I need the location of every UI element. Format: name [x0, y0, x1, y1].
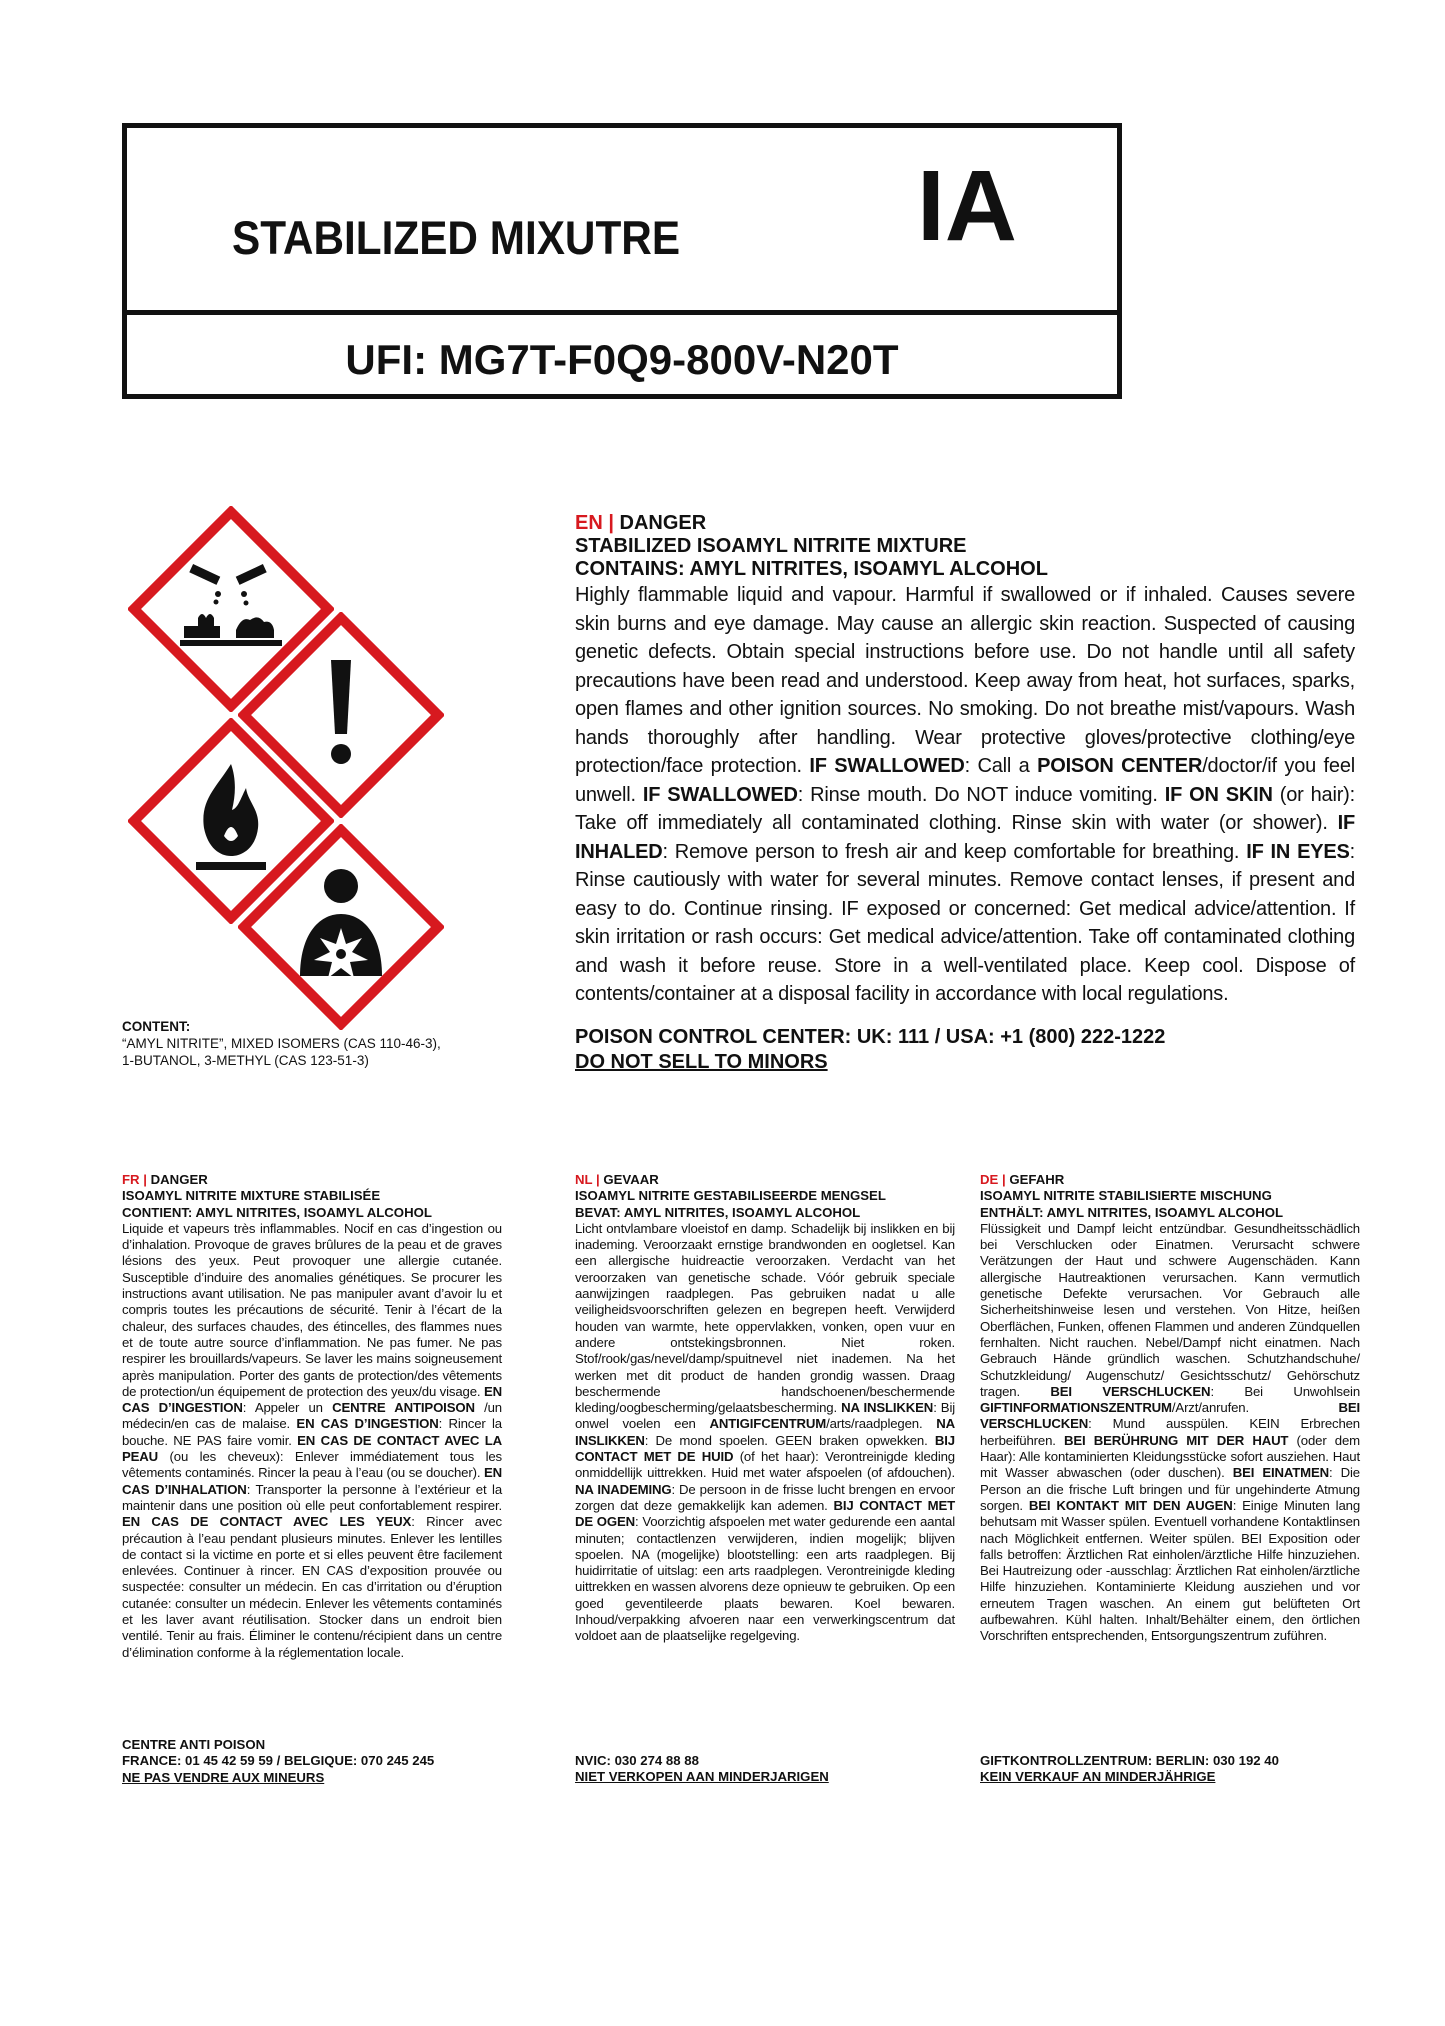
de-product-title: ISOAMYL NITRITE STABILISIERTE MISCHUNG [980, 1188, 1272, 1204]
health-hazard-icon [238, 824, 444, 1030]
nl-heading: NL | GEVAAR [575, 1172, 659, 1187]
nl-contact [575, 1753, 955, 1786]
header-top-section [127, 128, 1117, 315]
en-no-minors: DO NOT SELL TO MINORS [575, 1051, 828, 1073]
fr-contact [122, 1737, 502, 1786]
en-contains: CONTAINS: AMYL NITRITES, ISOAMYL ALCOHOL [575, 558, 1048, 580]
french-section [122, 1172, 502, 1661]
fr-hazard-text: Liquide et vapeurs très inflammables. Nocif en cas d’ingestion ou d’inhalation. Provoque de graves brûlures de la peau et de graves lésions des yeux. Peut provoquer une allergie cutanée. Susceptible d’induire des anomalies génétiques. Se procurer les instructions avant utilisation. Ne pas manipuler avant d’avoir lu et compris toutes les précautions de sécurité. Tenir à l’écart de la chaleur, des surfaces chaudes, des étincelles, des flammes nues et de toute autre source d’inflammation. Ne pas fumer. Ne pas respirer les brouillards/vapeurs. Se laver les mains soigneusement après manipulation. Porter des gants de protection/des vêtements de protection/un équipement de protection des yeux/du visage. EN CAS D’INGESTION: Appeler un CENTRE ANTIPOISON /un médecin/en cas de malaise. EN CAS D’INGESTION: Rincer la bouche. NE PAS faire vomir. EN CAS DE CONTACT AVEC LA PEAU (ou les cheveux): Enlever immédiatement tous les vêtements contaminés. Rincer la peau à l’eau (ou se doucher). EN CAS D’INHALATION: Transporter la personne à l’extérieur et la maintenir dans une position où elle peut confortablement respirer. EN CAS DE CONTACT AVEC LES YEUX: Rincer avec précaution à l’eau pendant plusieurs minutes. Enlever les lentilles de contact si la victime en porte et si elles peuvent être facilement enlevées. Continuer à rincer. EN CAS d’exposition prouvée ou suspectée: consulter un médecin. En cas d’irritation ou d’éruption cutanée: consulter un médecin. Enlever les vêtements contaminés et les laver avant réutilisation. Stocker dans un endroit bien ventilé. Tenir au frais. Éliminer le contenu/récipient dans un centre d’élimination conforme à la réglementation locale. [122, 1220, 502, 1660]
fr-heading: FR | DANGER [122, 1172, 208, 1187]
en-signal-word: DANGER [619, 512, 707, 534]
de-contains: ENTHÄLT: AMYL NITRITES, ISOAMYL ALCOHOL [980, 1204, 1284, 1220]
de-contact [980, 1753, 1360, 1786]
product-name: STABILIZED MIXUTRE [232, 211, 681, 264]
en-hazard-text: Highly flammable liquid and vapour. Harmful if swallowed or if inhaled. Causes severe skin burns and eye damage. May cause an allergic skin reaction. Suspected of causing genetic defects. Obtain special instructions before use. Do not handle until all safety precautions have been read and understood. Keep away from heat, hot surfaces, sparks, open flames and other ignition sources. No smoking. Do not breathe mist/vapours. Wash hands thoroughly after handling. Wear protective gloves/protective clothing/eye protection/face protection. IF SWALLOWED: Call a POISON CENTER/doctor/if you feel unwell. IF SWALLOWED: Rinse mouth. Do NOT induce vomiting. IF ON SKIN (or hair): Take off immediately all contaminated clothing. Rinse skin with water (or shower). IF INHALED: Remove person to fresh air and keep comfortable for breathing. IF IN EYES: Rinse cautiously with water for several minutes. Remove contact lenses, if present and easy to do. Continue rinsing. IF exposed or concerned: Get medical advice/attention. If skin irritation or rash occurs: Get medical advice/attention. Take off contaminated clothing and wash it before reuse. Store in a well-ventilated place. Keep cool. Dispose of contents/container at a disposal facility in accordance with local regulations. [575, 584, 1356, 1005]
nl-contains: BEVAT: AMYL NITRITES, ISOAMYL ALCOHOL [575, 1204, 861, 1220]
german-section [980, 1172, 1360, 1645]
en-separator: | [602, 512, 620, 534]
en-contact [575, 1025, 1355, 1075]
nl-product-title: ISOAMYL NITRITE GESTABILISEERDE MENGSEL [575, 1188, 886, 1204]
label-header-box [122, 123, 1122, 399]
ufi-code: UFI: MG7T-F0Q9-800V-N20T [345, 336, 899, 383]
fr-contains: CONTIENT: AMYL NITRITES, ISOAMYL ALCOHOL [122, 1204, 432, 1220]
fr-poison-center: FRANCE: 01 45 42 59 59 / BELGIQUE: 070 245 245 [122, 1753, 435, 1769]
nl-hazard-text: Licht ontvlambare vloeistof en damp. Schadelijk bij inslikken en bij inademing. Veroorzaakt ernstige brandwonden en oogletsel. Kan een allergische huidreactie veroorzaken. Verdacht van het veroorzaken van genetische schade. Vóór gebruik speciale aanwijzingen raadplegen. Pas gebruiken nadat u alle veiligheidsvoorschriften gelezen en begrepen heeft. Verwijderd houden van warmte, hete oppervlakken, vonken, open vuur en andere ontstekingsbronnen. Niet roken. Stof/rook/gas/nevel/damp/spuitnevel niet inademen. Na het werken met dit product de handen grondig wassen. Draag beschermende handschoenen/beschermende kleding/oogbescherming/gelaatsbescherming. NA INSLIKKEN: Bij onwel voelen een ANTIGIFCENTRUM/arts/raadplegen. NA INSLIKKEN: De mond spoelen. GEEN braken opwekken. BIJ CONTACT MET DE HUID (of het haar): Verontreinigde kleding onmiddellijk uittrekken. Huid met water afspoelen (of afdouchen). NA INADEMING: De persoon in de frisse lucht brengen en ervoor zorgen dat deze gemakkelijk kan ademen. BIJ CONTACT MET DE OGEN: Voorzichtig afspoelen met water gedurende een aantal minuten; contactlenzen verwijderen, indien mogelijk; blijven spoelen. NA (mogelijke) blootstelling: een arts raadplegen. Bij huidirritatie of uitslag: een arts raadplegen. Verontreinigde kleding uittrekken en wassen alvorens deze opnieuw te gebruiken. Op een goed geventileerde plaats bewaren. Koel bewaren. Inhoud/verpakking afvoeren naar een verwerkingscentrum dat voldoet aan de plaatselijke regelgeving. [575, 1220, 956, 1644]
content-label: CONTENT: [122, 1019, 191, 1034]
fr-product-title: ISOAMYL NITRITE MIXTURE STABILISÉE [122, 1188, 381, 1204]
en-product-title: STABILIZED ISOAMYL NITRITE MIXTURE [575, 535, 967, 557]
en-poison-center: POISON CONTROL CENTER: UK: 111 / USA: +1 (800) 222-1222 [575, 1026, 1166, 1048]
content-line-1: “AMYL NITRITE”, MIXED ISOMERS (CAS 110-46-3), [122, 1036, 441, 1051]
fr-poison-label: CENTRE ANTI POISON [122, 1737, 266, 1752]
content-line-2: 1-BUTANOL, 3-METHYL (CAS 123-51-3) [122, 1053, 369, 1068]
fr-no-minors: NE PAS VENDRE AUX MINEURS [122, 1769, 325, 1785]
de-poison-center: GIFTKONTROLLZENTRUM: BERLIN: 030 192 40 [980, 1753, 1279, 1768]
dutch-section [575, 1172, 955, 1645]
nl-poison-center: NVIC: 030 274 88 88 [575, 1753, 699, 1768]
de-hazard-text: Flüssigkeit und Dampf leicht entzündbar. Gesundheitsschädlich bei Verschlucken oder Einatmen. Verursacht schwere Verätzungen der Haut und schwere Augenschäden. Kann allergische Hautreaktionen verursachen. Kann vermutlich genetische Defekte verursachen. Vor Gebrauch alle Sicherheitshinweise lesen und verstehen. Von Hitze, heißen Oberflächen, Funken, offenen Flammen und anderen Zündquellen fernhalten. Nicht rauchen. Nebel/Dampf nicht einatmen. Nach Gebrauch Hände gründlich waschen. Schutzhandschuhe/ Schutzkleidung/ Augenschutz/ Gesichtsschutz/ Gehörschutz tragen. BEI VERSCHLUCKEN: Bei Unwohlsein GIFTINFORMATIONSZENTRUM/Arzt/anrufen. BEI VERSCHLUCKEN: Mund ausspülen. KEIN Erbrechen herbeiführen. BEI BERÜHRUNG MIT DER HAUT (oder dem Haar): Alle kontaminierten Kleidungsstücke sofort ausziehen. Haut mit Wasser abwaschen (oder duschen). BEI EINATMEN: Die Person an die frische Luft bringen und für ungehinderte Atmung sorgen. BEI KONTAKT MIT DEN AUGEN: Einige Minuten lang behutsam mit Wasser spülen. Eventuell vorhandene Kontaktlinsen nach Möglichkeit entfernen. Weiter spülen. BEI Exposition oder falls betroffen: Ärztlichen Rat einholen/ärztliche Hilfe hinzuziehen. Bei Hautreizung oder -ausschlag: Ärztlichen Rat einholen/ärztliche Hilfe hinzuziehen. Kontaminierte Kleidung ausziehen und vor erneutem Tragen waschen. An einem gut belüfteten Ort aufbewahren. Kühl halten. Inhalt/Behälter einem, den örtlichen Vorschriften entsprechenden, Entsorgungszentrum zuführen. [980, 1220, 1361, 1644]
de-no-minors: KEIN VERKAUF AN MINDERJÄHRIGE [980, 1769, 1216, 1785]
content-block [122, 1018, 542, 1069]
english-section [575, 512, 1355, 1009]
product-code: IA [917, 150, 1017, 262]
en-heading [575, 512, 1355, 535]
en-language-code: EN [575, 512, 603, 534]
nl-no-minors: NIET VERKOPEN AAN MINDERJARIGEN [575, 1769, 829, 1785]
de-heading: DE | GEFAHR [980, 1172, 1065, 1187]
